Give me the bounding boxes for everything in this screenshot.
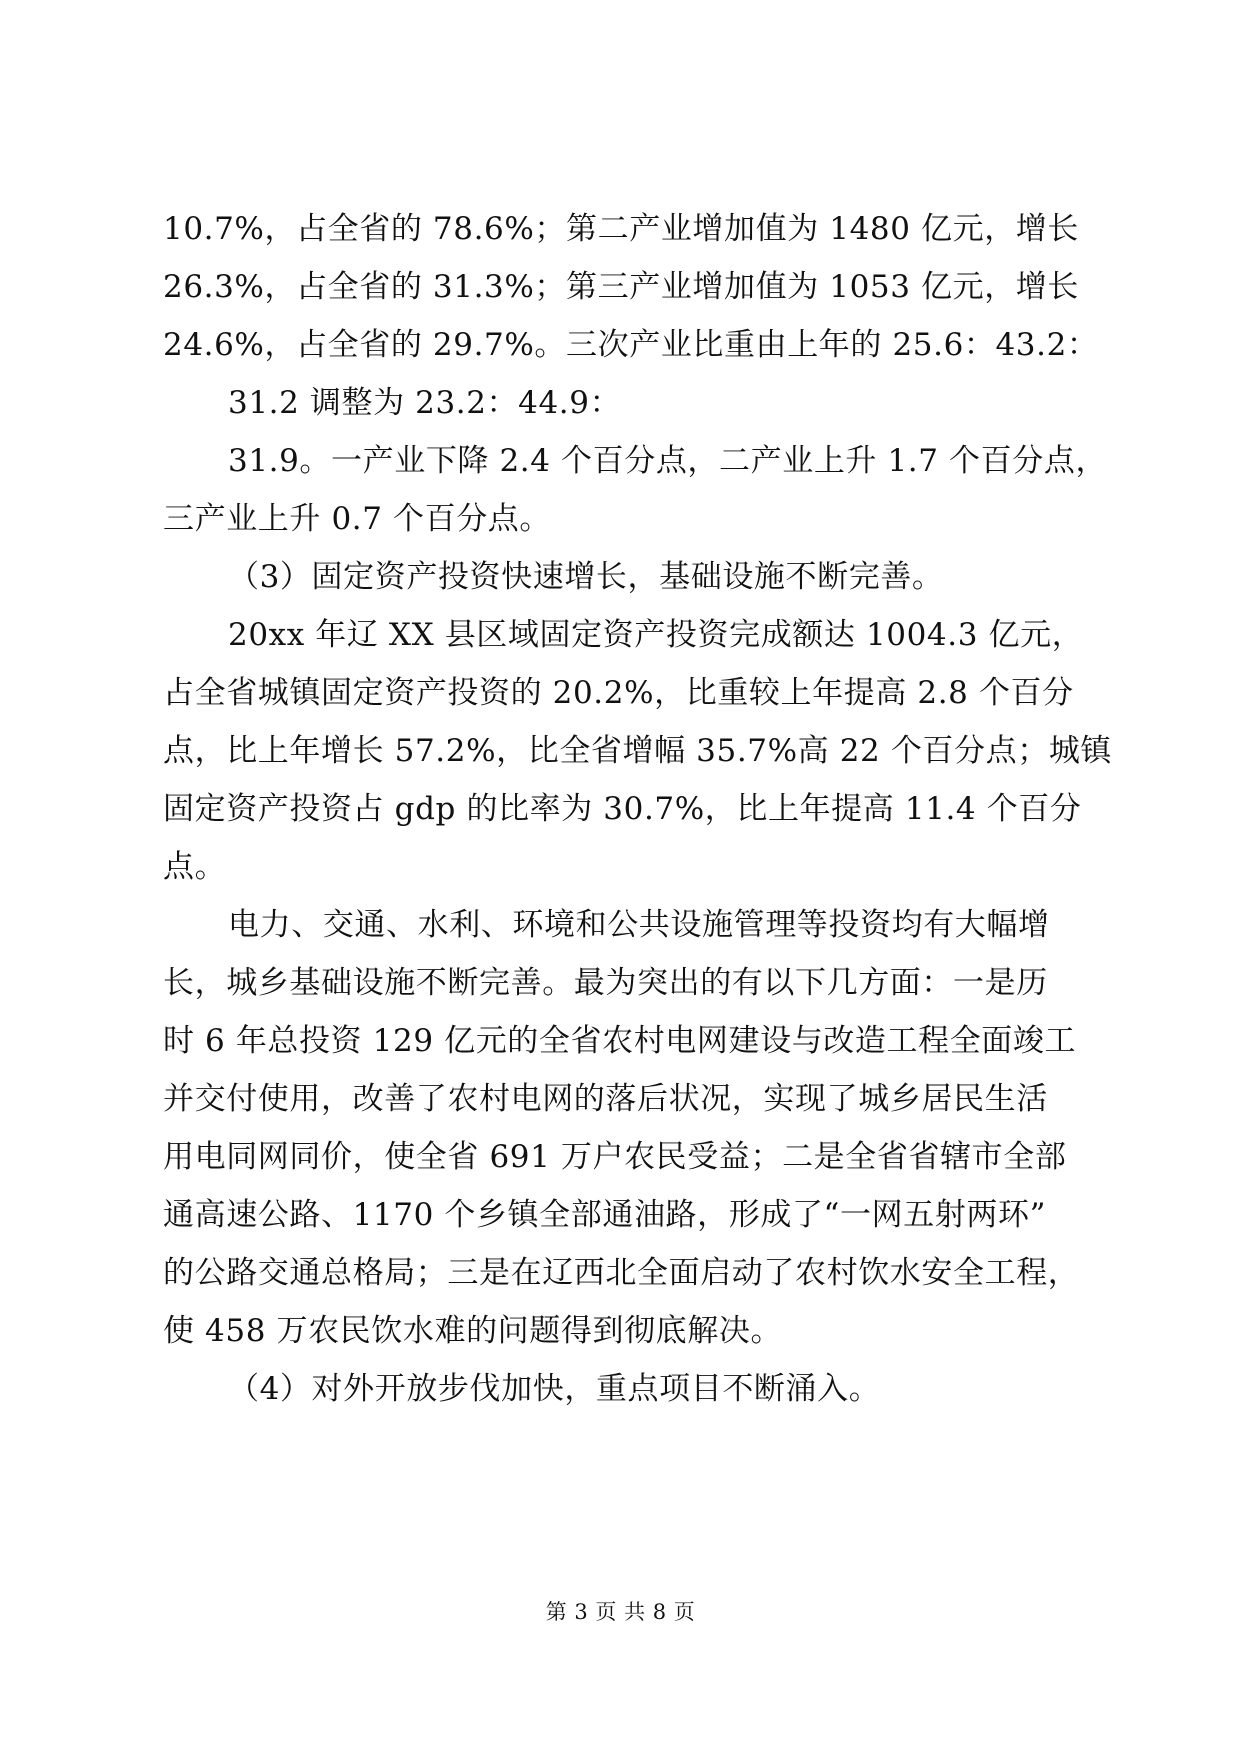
text-line-8: 占全省城镇固定资产投资的 20.2%，比重较上年提高 2.8 个百分 <box>163 675 1074 711</box>
text-line-11: 点。 <box>163 849 227 885</box>
text-line-12: 电力、交通、水利、环境和公共设施管理等投资均有大幅增 <box>228 907 1050 943</box>
text-line-3: 24.6%，占全省的 29.7%。三次产业比重由上年的 25.6：43.2： <box>163 327 1099 363</box>
text-line-10: 固定资产投资占 gdp 的比率为 30.7%，比上年提高 11.4 个百分 <box>163 791 1082 827</box>
text-line-6: 三产业上升 0.7 个百分点。 <box>163 501 552 537</box>
text-line-5: 31.9。一产业下降 2.4 个百分点，二产业上升 1.7 个百分点， <box>228 443 1108 479</box>
text-line-7: 20xx 年辽 XX 县区域固定资产投资完成额达 1004.3 亿元， <box>228 617 1084 653</box>
text-line-16: 用电同网同价，使全省 691 万户农民受益；二是全省省辖市全部 <box>163 1139 1067 1175</box>
text-line-1: 10.7%，占全省的 78.6%；第二产业增加值为 1480 亿元，增长 <box>163 211 1080 247</box>
text-line-14: 时 6 年总投资 129 亿元的全省农村电网建设与改造工程全面竣工 <box>163 1023 1077 1059</box>
text-line-13: 长，城乡基础设施不断完善。最为突出的有以下几方面：一是历 <box>163 965 1048 1001</box>
page-footer: 第 3 页 共 8 页 <box>545 1600 696 1624</box>
section-heading-3: （3）固定资产投资快速增长，基础设施不断完善。 <box>228 559 944 595</box>
section-heading-4: （4）对外开放步伐加快，重点项目不断涌入。 <box>228 1371 881 1407</box>
text-line-17: 通高速公路、1170 个乡镇全部通油路，形成了“一网五射两环” <box>163 1197 1047 1233</box>
text-line-18: 的公路交通总格局；三是在辽西北全面启动了农村饮水安全工程， <box>163 1255 1080 1291</box>
text-line-2: 26.3%，占全省的 31.3%；第三产业增加值为 1053 亿元，增长 <box>163 269 1080 305</box>
text-line-15: 并交付使用，改善了农村电网的落后状况，实现了城乡居民生活 <box>163 1081 1048 1117</box>
text-line-4: 31.2 调整为 23.2：44.9： <box>228 385 622 421</box>
text-line-9: 点，比上年增长 57.2%，比全省增幅 35.7%高 22 个百分点；城镇 <box>163 733 1113 769</box>
text-line-19: 使 458 万农民饮水难的问题得到彻底解决。 <box>163 1313 783 1349</box>
